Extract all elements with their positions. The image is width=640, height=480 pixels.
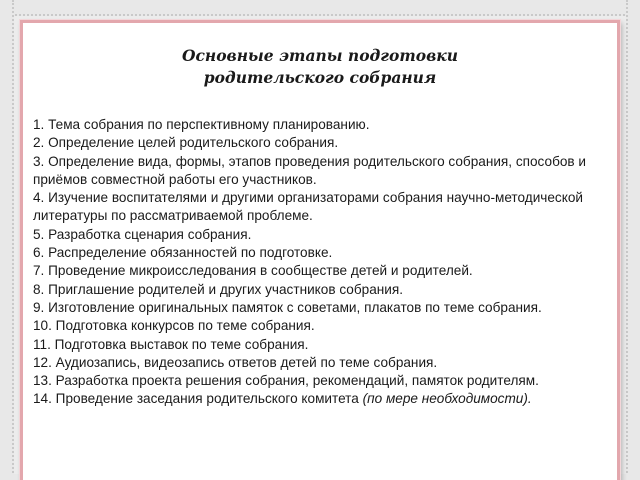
list-item: 5. Разработка сценария собрания. [33,226,252,242]
list-item: 4. Изучение воспитателями и другими организаторами собрания научно-методической литературы по рассматриваемой проблеме. [33,190,583,224]
content-card [20,20,620,480]
stitched-border-top [0,0,640,16]
title-line-2: родительского собрания [203,68,437,87]
step-note: (по мере необходимости). [362,391,532,407]
list-item: 11. Подготовка выставок по теме собрания. [33,336,309,352]
list-item: 12. Аудиозапись, видеозапись ответов детей по теме собрания. [33,354,438,370]
list-item: 1. Тема собрания по перспективному планированию. [33,117,370,132]
page-title [23,45,617,89]
steps-list [33,116,613,409]
list-item: 14. Проведение заседания родительского комитета (по мере необходимости). [33,391,532,407]
title-line-1: Основные этапы подготовки [181,46,459,65]
list-item: 8. Приглашение родителей и других участников собрания. [33,281,403,297]
list-item: 2. Определение целей родительского собрания. [33,135,339,151]
list-item: 13. Разработка проекта решения собрания, рекомендаций, памяток родителям. [33,373,539,389]
list-item: 10. Подготовка конкурсов по теме собрания. [33,318,315,334]
list-item: 3. Определение вида, формы, этапов проведения родительского собрания, способов и приёмов совместной работы его участников. [33,153,587,187]
list-item: 6. Распределение обязанностей по подготовке. [33,245,333,261]
list-item: 7. Проведение микроисследования в сообществе детей и родителей. [33,263,473,279]
stitched-border-left [0,0,14,480]
stitched-border-right [626,0,640,480]
list-item: 9. Изготовление оригинальных памяток с советами, плакатов по теме собрания. [33,299,542,315]
